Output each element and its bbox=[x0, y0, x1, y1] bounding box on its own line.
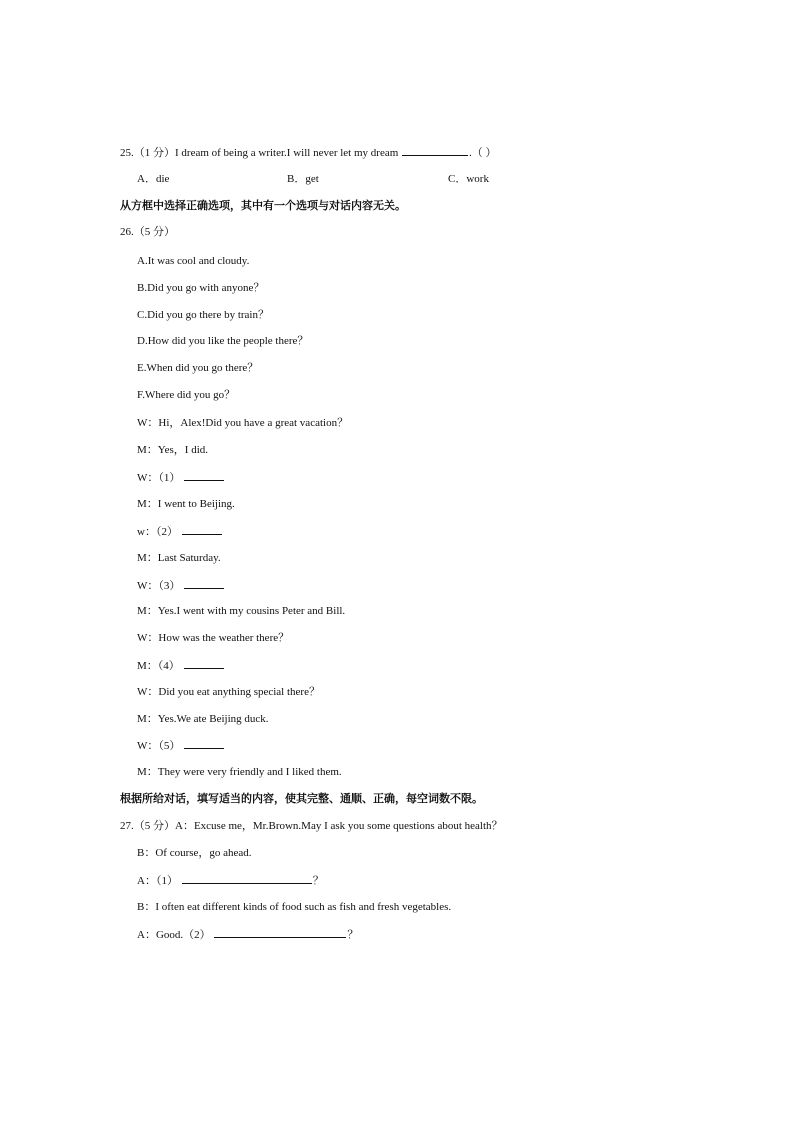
question-25-stem bbox=[120, 145, 497, 160]
answer-blank-3[interactable] bbox=[184, 578, 224, 589]
dialogue-line: M：Last Saturday. bbox=[137, 552, 221, 564]
dialogue-line: B：Of course，go ahead. bbox=[137, 847, 252, 859]
choice-b: B.Did you go with anyone？ bbox=[137, 282, 265, 294]
dialogue-line-blank-2 bbox=[137, 524, 223, 539]
choice-d: D.How did you like the people there？ bbox=[137, 335, 309, 347]
question-mark: ？ bbox=[347, 929, 359, 941]
option-b[interactable]: B．get bbox=[287, 173, 319, 185]
question-25-text: 25.（1 分）I dream of being a writer.I will never let my dream bbox=[120, 147, 399, 159]
dialogue-line-blank-1 bbox=[137, 470, 225, 485]
dialogue-line: B：I often eat different kinds of food such as fish and fresh vegetables. bbox=[137, 901, 452, 913]
dialogue-line-blank-3 bbox=[137, 578, 225, 593]
option-c[interactable]: C．work bbox=[448, 173, 489, 185]
choice-f: F.Where did you go？ bbox=[137, 389, 236, 401]
dialogue-line: W：How was the weather there？ bbox=[137, 632, 290, 644]
dialogue-line-text: W：（1） bbox=[137, 472, 181, 484]
section-instruction-1: 从方框中选择正确选项，其中有一个选项与对话内容无关。 bbox=[120, 199, 406, 212]
answer-blank-5[interactable] bbox=[184, 738, 224, 749]
answer-blank-q27-2[interactable] bbox=[214, 927, 346, 938]
answer-blank-2[interactable] bbox=[182, 524, 222, 535]
answer-blank-q27-1[interactable] bbox=[182, 873, 312, 884]
question-25-blank[interactable] bbox=[402, 145, 468, 156]
dialogue-line: M：I went to Beijing. bbox=[137, 498, 235, 510]
dialogue-line-text: A：（1） bbox=[137, 875, 178, 887]
question-mark: ？ bbox=[312, 875, 324, 887]
choice-e: E.When did you go there？ bbox=[137, 362, 259, 374]
dialogue-line-blank-q27-1 bbox=[137, 873, 324, 888]
answer-blank-1[interactable] bbox=[184, 470, 224, 481]
dialogue-line-text: M：（4） bbox=[137, 660, 180, 672]
dialogue-line: M：Yes，I did. bbox=[137, 444, 209, 456]
dialogue-line: M：Yes.I went with my cousins Peter and Bill. bbox=[137, 605, 346, 617]
choice-a: A.It was cool and cloudy. bbox=[137, 255, 250, 267]
question-26-number: 26.（5 分） bbox=[120, 226, 175, 238]
choice-c: C.Did you go there by train？ bbox=[137, 309, 269, 321]
dialogue-line: M：They were very friendly and I liked them. bbox=[137, 766, 342, 778]
dialogue-line: M：Yes.We ate Beijing duck. bbox=[137, 713, 269, 725]
dialogue-line: W：Hi，Alex!Did you have a great vacation？ bbox=[137, 417, 349, 429]
dialogue-line-blank-4 bbox=[137, 658, 225, 673]
question-25-answer-paren: .（ ） bbox=[469, 147, 497, 159]
dialogue-line-text: w：（2） bbox=[137, 526, 178, 538]
question-27-stem: 27.（5 分）A：Excuse me，Mr.Brown.May I ask you some questions about health？ bbox=[120, 820, 503, 832]
dialogue-line-text: W：（3） bbox=[137, 580, 181, 592]
dialogue-line-blank-5 bbox=[137, 738, 225, 753]
dialogue-line-text: A：Good.（2） bbox=[137, 929, 211, 941]
dialogue-line-blank-q27-2 bbox=[137, 927, 358, 942]
section-instruction-2: 根据所给对话，填写适当的内容，使其完整、通顺、正确，每空词数不限。 bbox=[120, 792, 483, 805]
answer-blank-4[interactable] bbox=[184, 658, 224, 669]
option-a[interactable]: A．die bbox=[137, 173, 170, 185]
dialogue-line: W：Did you eat anything special there？ bbox=[137, 686, 320, 698]
dialogue-line-text: W：（5） bbox=[137, 740, 181, 752]
